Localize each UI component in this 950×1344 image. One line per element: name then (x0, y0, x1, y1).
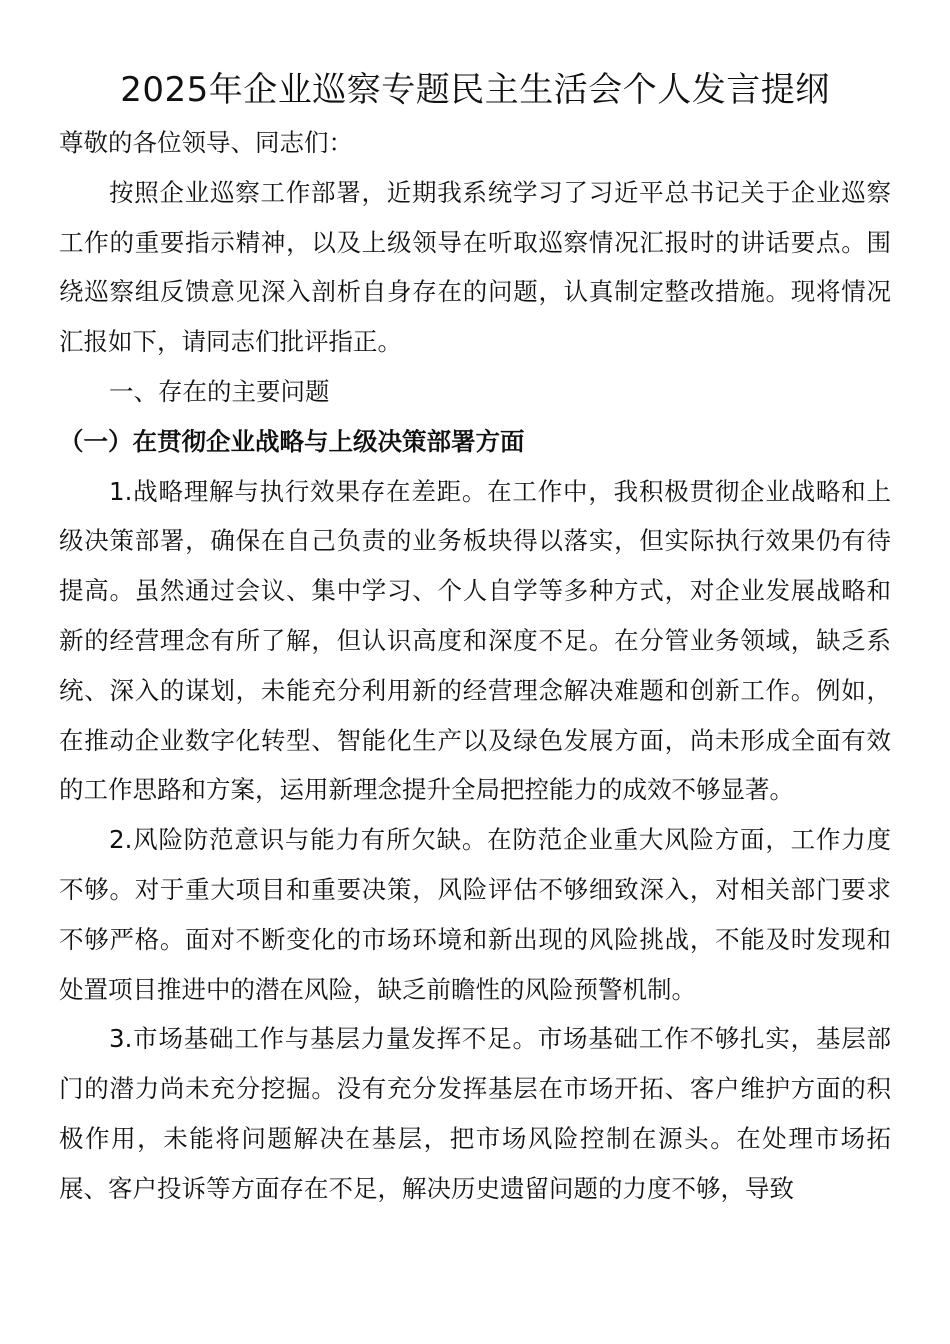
section-heading: 一、存在的主要问题 (109, 376, 330, 406)
paragraph-item-3: 3.市场基础工作与基层力量发挥不足。市场基础工作不够扎实，基层部门的潜力尚未充分挖掘。没有充分发挥基层在市场开拓、客户维护方面的积极作用，未能将问题解决在基层，把市场风险控制在源头。在处理市场拓展、客户投诉等方面存在不足，解决历史遗留问题的力度不够，导致 (59, 1024, 891, 1203)
paragraph-item-2: 2.风险防范意识与能力有所欠缺。在防范企业重大风险方面，工作力度不够。对于重大项目和重要决策，风险评估不够细致深入，对相关部门要求不够严格。面对不断变化的市场环境和新出现的风险挑战，不能及时发现和处置项目推进中的潜在风险，缺乏前瞻性的风险预警机制。 (59, 825, 891, 1004)
document-title: 2025年企业巡察专题民主生活会个人发言提纲 (120, 70, 830, 110)
intro-paragraph: 按照企业巡察工作部署，近期我系统学习了习近平总书记关于企业巡察工作的重要指示精神，以及上级领导在听取巡察情况汇报时的讲话要点。围绕巡察组反馈意见深入剖析自身存在的问题，认真制定整改措施。现将情况汇报如下，请同志们批评指正。 (59, 177, 891, 357)
subsection-heading: （一）在贯彻企业战略与上级决策部署方面 (59, 426, 525, 456)
salutation: 尊敬的各位领导、同志们： (59, 128, 353, 157)
document-body (59, 118, 891, 1214)
paragraph-item-1: 1.战略理解与执行效果存在差距。在工作中，我积极贯彻企业战略和上级决策部署，确保在自己负责的业务板块得以落实，但实际执行效果仍有待提高。虽然通过会议、集中学习、个人自学等多种方式，对企业发展战略和新的经营理念有所了解，但认识高度和深度不足。在分管业务领域，缺乏系统、深入的谋划，未能充分利用新的经营理念解决难题和创新工作。例如，在推动企业数字化转型、智能化生产以及绿色发展方面，尚未形成全面有效的工作思路和方案，运用新理念提升全局把控能力的成效不够显著。 (59, 476, 891, 805)
